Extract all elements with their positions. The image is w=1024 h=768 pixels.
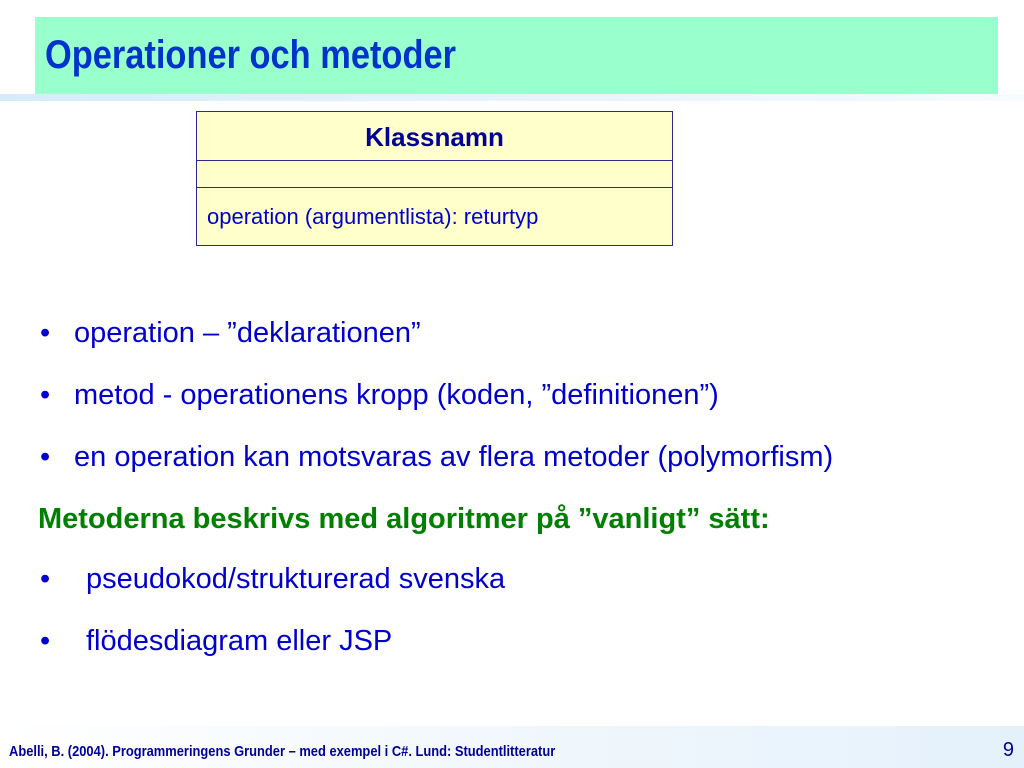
bullet-item (40, 317, 421, 350)
slide-title: Operationer och metoder (45, 33, 456, 77)
bullet-item (40, 441, 833, 474)
title-divider (0, 94, 1024, 101)
bullet-icon: • (40, 441, 51, 473)
bullet-item (40, 379, 719, 412)
bullet-icon: • (40, 317, 51, 349)
section-heading: Metoderna beskrivs med algoritmer på ”vanligt” sätt: (38, 503, 770, 535)
bullet-text: operation – ”deklarationen” (74, 317, 421, 349)
page-number: 9 (1002, 739, 1014, 761)
bullet-text: en operation kan motsvaras av flera metoder (polymorfism) (74, 441, 834, 473)
bullet-icon: • (40, 563, 51, 595)
bullet-item (40, 563, 505, 596)
uml-class-box (196, 111, 673, 246)
bullet-item (40, 625, 392, 658)
uml-operation: operation (argumentlista): returtyp (207, 204, 539, 229)
bullet-text: flödesdiagram eller JSP (86, 625, 393, 657)
bullet-icon: • (40, 625, 51, 657)
uml-class-name: Klassnamn (197, 112, 672, 161)
bullet-text: pseudokod/strukturerad svenska (86, 563, 506, 595)
footer-citation: Abelli, B. (2004). Programmeringens Grunder – med exempel i C#. Lund: Studentlitteratur (9, 743, 556, 760)
uml-attributes-compartment (197, 161, 672, 188)
bullet-icon: • (40, 379, 51, 411)
bullet-text: metod - operationens kropp (koden, ”definitionen”) (74, 379, 719, 411)
